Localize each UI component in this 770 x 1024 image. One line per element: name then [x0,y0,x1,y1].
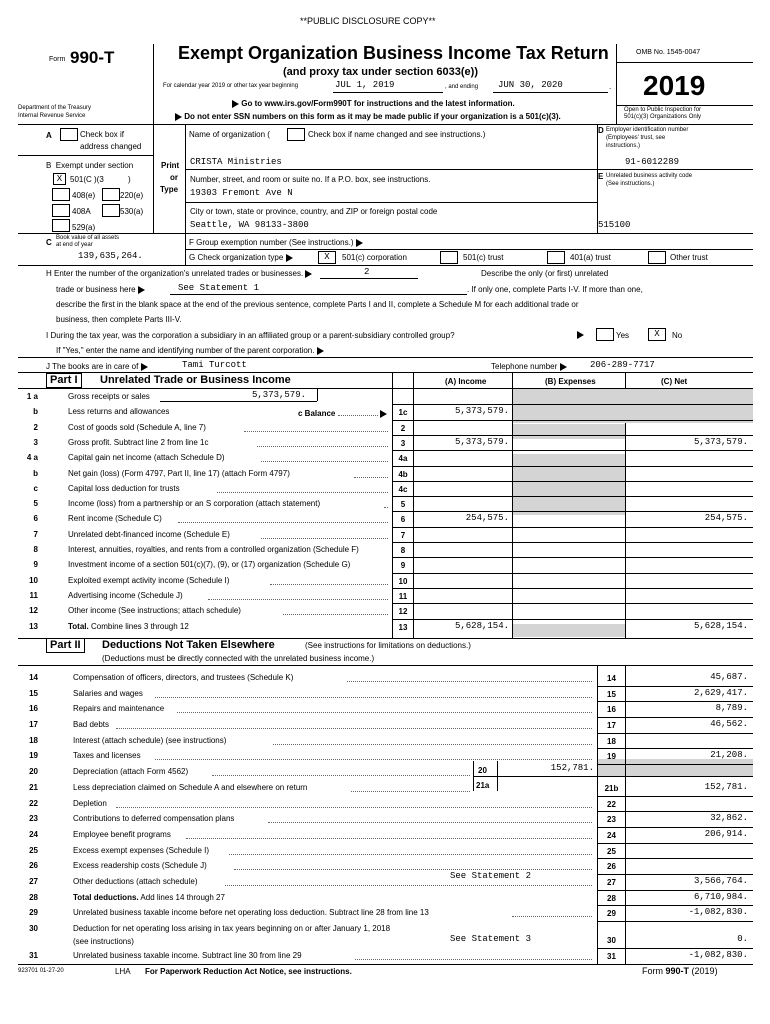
line-number: 19 [29,751,38,760]
telephone-label: Telephone number [491,362,567,371]
statement2-ref: See Statement 2 [450,871,532,881]
line-label: Depletion [73,799,107,808]
line-label: Unrelated debt-financed income (Schedule E) [68,530,230,539]
line-number: 1 a [26,392,38,401]
leader-dots [261,538,388,539]
arrow-icon [138,286,145,294]
telephone-number: 206-289-7717 [590,360,655,370]
line-label: Exploited exempt activity income (Schedule I) [68,576,230,585]
income-value: 254,575. [465,513,509,523]
line-number: 11 [29,591,38,600]
line-number: 28 [29,893,38,902]
501c-trust-checkbox[interactable] [440,251,458,264]
activity-code: 515100 [598,220,631,230]
line-number: b [33,407,38,416]
deduction-value: 21,208. [710,750,748,760]
line-label: Employee benefit programs [73,830,171,839]
lha-label: LHA [115,967,131,976]
arrow-icon [577,330,584,339]
line-number: 5 [33,499,38,508]
leader-dots [270,584,388,585]
line-box-number: 4b [398,470,408,479]
gray-shading [513,454,625,500]
gray-shading [513,424,625,439]
deduction-value: 32,862. [710,813,748,823]
leader-dots [512,916,592,917]
part1-title: Unrelated Trade or Business Income [100,374,291,386]
line-label: Repairs and maintenance [73,704,165,713]
line-box-number: 4a [398,454,408,463]
arrow-icon [175,113,182,121]
income-value: 5,373,579. [454,406,509,416]
line-box-number: 12 [398,607,408,616]
leader-dots [261,461,388,462]
line-box-number: 13 [398,623,408,632]
line-label: Advertising income (Schedule J) [68,591,183,600]
line20-box-label: 20 [478,766,487,775]
other-trust-checkbox[interactable] [648,251,666,264]
col-c-header: (C) Net [661,377,688,386]
line-number: 15 [29,689,38,698]
line-label: Less depreciation claimed on Schedule A and elsewhere on return [73,783,308,792]
line-label: Salaries and wages [73,689,143,698]
line-box-number: 14 [607,674,616,683]
line-number: 14 [29,673,38,682]
part2-label: Part II [46,638,85,653]
leader-dots [347,681,592,682]
line-box-number: 11 [398,592,408,601]
leader-dots [351,791,470,792]
line-label: Excess exempt expenses (Schedule I) [73,846,210,855]
line-label: Investment income of a section 501(c)(7), (9), or (17) organization (Schedule G) [68,560,351,569]
leader-dots [244,431,388,432]
leader-dots [116,807,592,808]
city-state-zip: Seattle, WA 98133-3800 [190,220,309,230]
deduction-value: 46,562. [710,719,748,729]
line-number: 24 [29,830,38,839]
net-value: 5,373,579. [693,437,748,447]
line-number: 12 [29,606,38,615]
line-label: Total deductions. Add lines 14 through 27 [73,893,225,902]
408e-checkbox[interactable] [52,188,70,201]
line-number: 22 [29,799,38,808]
net-value: 254,575. [704,513,748,523]
organization-name: CRISTA Ministries [190,157,282,167]
408a-checkbox[interactable] [52,204,70,217]
line-number: 17 [29,720,38,729]
leader-dots [268,822,592,823]
line-box-number: 7 [400,531,406,540]
deduction-value: -1,082,830. [688,950,748,960]
line-label: Income (loss) from a partnership or an S corporation (attach statement) [68,499,321,508]
ssn-warning: Do not enter SSN numbers on this form as it may be made public if your organization is a 501(c)(3). [175,112,561,121]
line-label: Total. Combine lines 3 through 12 [68,622,189,631]
line20-depreciation-value: 152,781. [550,763,594,773]
group-exemption-label: F Group exemption number (See instructions.) [189,238,363,247]
gray-shading [513,624,625,637]
line-box-number: 4c [398,485,408,494]
form-code: 923701 01-27-20 [18,968,64,974]
line-number: 20 [29,767,38,776]
form-subtitle: (and proxy tax under section 6033(e)) [283,66,478,78]
line-number: 27 [29,877,38,886]
line-box-number: 29 [607,909,616,918]
calendar-year-text: For calendar year 2019 or other tax year beginning [163,83,299,89]
line-box-number: 19 [607,752,616,761]
line-number: 25 [29,846,38,855]
line-label: Gross receipts or sales [68,392,150,401]
leader-dots [155,697,592,698]
leader-dots [384,507,388,508]
street-address: 19303 Fremont Ave N [190,188,293,198]
530a-checkbox[interactable] [102,204,120,217]
line-number: 18 [29,736,38,745]
form-title: Exempt Organization Business Income Tax Return [178,43,609,63]
line-number: 8 [33,545,38,554]
part2-subtitle: (Deductions must be directly connected with the unrelated business income.) [102,654,375,663]
deduction-value: 206,914. [704,829,748,839]
line-label: Deduction for net operating loss arising in tax years beginning on or after January 1, 2018 [73,924,391,933]
leader-dots [212,775,470,776]
line-box-number: 28 [607,894,616,903]
line-label: Other deductions (attach schedule) [73,877,198,886]
books-care-name: Tami Turcott [182,360,247,370]
arrow-icon [141,363,148,371]
form-number: 990-T [70,48,115,67]
footer-form-ref: Form 990-T (2019) [642,966,718,976]
tax-year-end-date: JUN 30, 2020 [498,80,563,90]
line-number: 30 [29,924,38,933]
line-number: b [33,469,38,478]
tax-year: 2019 [643,70,706,101]
arrow-icon [232,100,239,108]
part1-label: Part I [46,373,82,388]
gross-receipts-value: 5,373,579. [252,390,307,400]
line-box-number: 9 [400,561,406,570]
arrow-icon [560,363,567,371]
deduction-value: 45,687. [710,672,748,682]
books-care-label: J The books are in care of [46,362,148,371]
leader-dots [354,477,388,478]
deduction-value: 3,566,764. [693,876,748,886]
arrow-icon [317,347,324,355]
line21a-box-label: 21a [476,781,490,790]
line-box-number: 26 [607,862,616,871]
leader-dots [273,744,592,745]
line-box-number: 10 [398,577,408,586]
goto-instructions: Go to www.irs.gov/Form990T for instructions and the latest information. [232,99,515,108]
line-box-number: 2 [400,424,406,433]
and-ending-text: , and ending [445,84,479,90]
line-box-number: 22 [607,800,616,809]
subsidiary-yes-checkbox[interactable] [596,328,614,341]
line-box-number: 31 [607,952,616,961]
line-number: 31 [29,951,38,960]
arrow-icon [286,254,293,262]
line-label: Cost of goods sold (Schedule A, line 7) [68,423,206,432]
line-box-number: 25 [607,847,616,856]
line-number: 7 [33,530,38,539]
name-changed-checkbox[interactable] [287,128,305,141]
balance-label: c Balance [298,409,387,418]
line-label: Interest (attach schedule) (see instructions) [73,736,227,745]
line30-subtext: (see instructions) [73,937,134,946]
leader-dots [177,712,592,713]
501c-corporation-checkbox[interactable]: X [318,251,336,264]
income-value: 5,373,579. [454,437,509,447]
col-b-header: (B) Expenses [545,377,596,386]
leader-dots [283,614,388,615]
trade-business-description: See Statement 1 [178,283,260,293]
line-number: 26 [29,861,38,870]
501c-checkbox[interactable]: X [53,173,66,185]
line-label: Capital gain net income (attach Schedule D) [68,453,225,462]
line-label: Depreciation (attach Form 4562) [73,767,189,776]
line-number: 9 [33,560,38,569]
line-box-number: 3 [400,439,406,448]
book-value-assets: 139,635,264. [78,251,143,261]
form-label: Form [49,56,66,63]
trades-count-label: H Enter the number of the organization's unrelated trades or businesses. [46,269,312,278]
leader-dots [217,492,388,493]
line-label: Interest, annuities, royalties, and rents from a controlled organization (Schedule F) [68,545,359,554]
line-box-number: 27 [607,878,616,887]
line-number: 29 [29,908,38,917]
leader-dots [116,728,592,729]
deduction-value: 8,789. [715,703,748,713]
address-changed-checkbox[interactable] [60,128,78,141]
trades-count: 2 [364,267,370,277]
leader-dots [234,869,592,870]
line-number: 10 [29,576,38,585]
line-number: 3 [33,438,38,447]
employer-id-number: 91-6012289 [625,157,680,167]
line-label: Capital loss deduction for trusts [68,484,180,493]
line-label: Unrelated business taxable income before net operating loss deduction. Subtract line 28 from line 13 [73,908,429,917]
line-box-number: 30 [607,936,616,945]
tax-year-begin-date: JUL 1, 2019 [335,80,395,90]
public-disclosure-banner: **PUBLIC DISCLOSURE COPY** [300,16,436,26]
line-label: Taxes and licenses [73,751,141,760]
line-number: c [33,484,38,493]
department-line2: Internal Revenue Service [18,113,86,119]
line-box-number: 16 [607,705,616,714]
leader-dots [225,885,592,886]
gray-shading [626,759,753,776]
gray-shading [513,500,625,515]
gray-shading [513,389,753,423]
line-label: Excess readership costs (Schedule J) [73,861,207,870]
line-box-number: 1c [398,408,408,417]
part2-title: Deductions Not Taken Elsewhere [102,639,275,651]
line-number: 2 [33,423,38,432]
line-box-number: 6 [400,515,406,524]
leader-dots [229,854,592,855]
leader-dots [178,522,388,523]
line-number: 6 [33,514,38,523]
leader-dots [355,959,592,960]
open-inspection-line1: Open to Public Inspection for [624,107,702,113]
col-a-header: (A) Income [445,377,487,386]
line-label: Rent income (Schedule C) [68,514,162,523]
leader-dots [208,599,388,600]
paperwork-notice: For Paperwork Reduction Act Notice, see instructions. [145,967,352,976]
subsidiary-no-checkbox[interactable]: X [648,328,666,341]
part2-title-note: (See instructions for limitations on deductions.) [305,641,471,650]
line-box-number: 24 [607,831,616,840]
line-number: 21 [29,783,38,792]
line-box-number: 5 [400,500,406,509]
line-label: Contributions to deferred compensation plans [73,814,235,823]
leader-dots [257,446,388,447]
line-label: Less returns and allowances [68,407,170,416]
deduction-value: 152,781. [704,782,748,792]
trade-business-label: trade or business here [56,285,145,294]
leader-dots [155,759,592,760]
line-label: Other income (See instructions; attach schedule) [68,606,241,615]
deduction-value: 6,710,984. [693,892,748,902]
line-number: 23 [29,814,38,823]
line-box-number: 18 [607,737,616,746]
line-box-number: 21b [604,784,619,793]
line-label: Unrelated business taxable income. Subtract line 30 from line 29 [73,951,302,960]
exempt-section-label: B Exempt under section [46,161,134,170]
line-number: 16 [29,704,38,713]
arrow-icon [305,270,312,278]
omb-number: OMB No. 1545-0047 [636,49,701,56]
line-box-number: 23 [607,815,616,824]
arrow-icon [356,239,363,247]
line-label: Gross profit. Subtract line 2 from line 1c [68,438,209,447]
401a-trust-checkbox[interactable] [547,251,565,264]
deduction-value: 0. [737,934,748,944]
529a-checkbox[interactable] [52,219,70,232]
line-number: 13 [29,622,38,631]
line-label: Compensation of officers, directors, and trustees (Schedule K) [73,673,294,682]
department-line1: Department of the Treasury [18,105,92,111]
leader-dots [186,838,592,839]
deduction-value: -1,082,830. [688,907,748,917]
line-box-number: 8 [400,546,406,555]
line-box-number: 15 [607,690,616,699]
arrow-icon [380,410,387,418]
deduction-value: 2,629,417. [693,688,748,698]
line-label: Net gain (loss) (Form 4797, Part II, line 17) (attach Form 4797) [68,469,290,478]
statement3-ref: See Statement 3 [450,934,532,944]
gray-shading [598,759,625,776]
open-inspection-line2: 501(c)(3) Organizations Only [624,114,702,120]
org-type-label: G Check organization type [189,253,293,262]
income-value: 5,628,154. [454,621,509,631]
line-label: Bad debts [73,720,110,729]
net-value: 5,628,154. [693,621,748,631]
line-box-number: 17 [607,721,616,730]
220e-checkbox[interactable] [102,188,120,201]
line-number: 4 a [26,453,38,462]
parent-corp-label: If "Yes," enter the name and identifying number of the parent corporation. [56,346,324,355]
